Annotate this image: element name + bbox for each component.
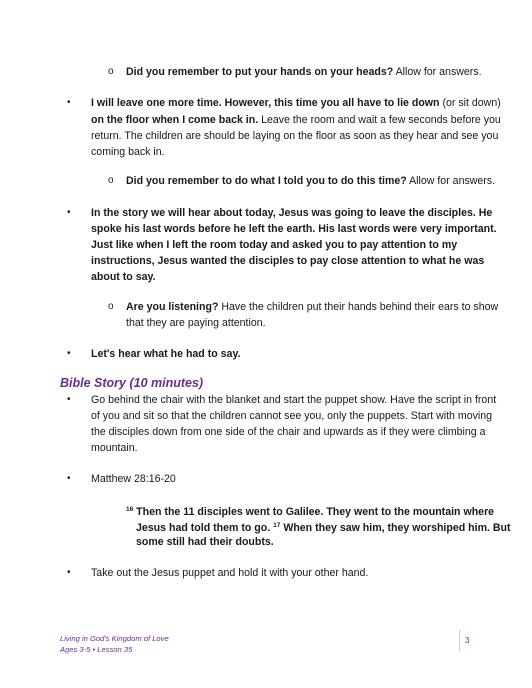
verse-number-16: 16 — [126, 506, 134, 513]
paragraph-3-line-3: Just like when I left the room today and asked you to pay attention to my — [91, 239, 458, 251]
verse-line-2-text-b: When they saw him, they worshiped him. But — [280, 522, 511, 534]
paragraph-3-line-5: about to say. — [91, 271, 156, 283]
verse-line-2-text-a: Jesus had told them to go. — [136, 522, 274, 534]
footer-subtitle: Ages 3-5 • Lesson 35 — [60, 645, 133, 654]
paragraph-4: Let's hear what he had to say. — [91, 348, 241, 360]
bullet-marker: • — [67, 348, 71, 359]
question-1 — [126, 62, 482, 82]
bullet-marker: • — [67, 473, 71, 484]
paragraph-3-line-1: In the story we will hear about today, Jesus was going to leave the disciples. He — [91, 207, 493, 219]
question-2-rest: Allow for answers. — [406, 175, 496, 187]
sub-bullet-marker: o — [108, 301, 114, 312]
paragraph-2-line-1-bold: I will leave one more time. However, this time you all have to lie down — [91, 97, 440, 109]
paragraph-7: Take out the Jesus puppet and hold it with your other hand. — [91, 567, 369, 579]
footer-title: Living in God's Kingdom of Love — [60, 634, 169, 643]
footer-divider — [459, 630, 460, 652]
paragraph-5-line-4: mountain. — [91, 442, 138, 454]
paragraph-5-line-1: Go behind the chair with the blanket and start the puppet show. Have the script in front — [91, 394, 497, 406]
question-3-line-2: that they are paying attention. — [126, 317, 266, 329]
verse-line-3: some still had their doubts. — [136, 536, 274, 548]
question-1-bold: Did you remember to put your hands on your heads? — [126, 66, 394, 78]
scripture-reference: Matthew 28:16-20 — [91, 473, 176, 485]
question-3-rest: Have the children put their hands behind their ears to show — [218, 301, 499, 313]
paragraph-2-line-3: return. The children are should be laying on the floor as soon as they hear and see you — [91, 130, 499, 142]
sub-bullet-marker: o — [108, 66, 114, 77]
verse-line-1-text: Then the 11 disciples went to Galilee. They went to the mountain where — [133, 506, 495, 518]
bullet-marker: • — [67, 567, 71, 578]
section-heading: Bible Story (10 minutes) — [60, 376, 204, 390]
paragraph-2-line-4: coming back in. — [91, 146, 165, 158]
paragraph-2-line-1-rest: (or sit down) — [439, 97, 501, 109]
paragraph-5-line-3: the disciples down from one side of the chair and upwards as if they were climbing a — [91, 426, 486, 438]
sub-bullet-marker: o — [108, 175, 114, 186]
question-3-bold: Are you listening? — [126, 301, 219, 313]
paragraph-2-line-2-bold: on the floor when I come back in. — [91, 114, 259, 126]
bullet-marker: • — [67, 207, 71, 218]
paragraph-3-line-2: spoke his last words before he left the earth. His last words were very important. — [91, 223, 497, 235]
paragraph-3-line-4: instructions, Jesus wanted the disciples to pay close attention to what he was — [91, 255, 485, 267]
page-number: 3 — [465, 636, 470, 645]
verse-number-17: 17 — [273, 522, 281, 529]
bullet-marker: • — [67, 97, 71, 108]
question-2-bold: Did you remember to do what I told you to do this time? — [126, 175, 407, 187]
question-1-rest: Allow for answers. — [393, 66, 482, 78]
bullet-marker: • — [67, 394, 71, 405]
question-2 — [126, 171, 495, 191]
paragraph-2-line-2-rest: Leave the room and wait a few seconds before you — [258, 114, 501, 126]
paragraph-5-line-2: of you and sit so that the children cannot see you, only the puppets. Start with moving — [91, 410, 493, 422]
